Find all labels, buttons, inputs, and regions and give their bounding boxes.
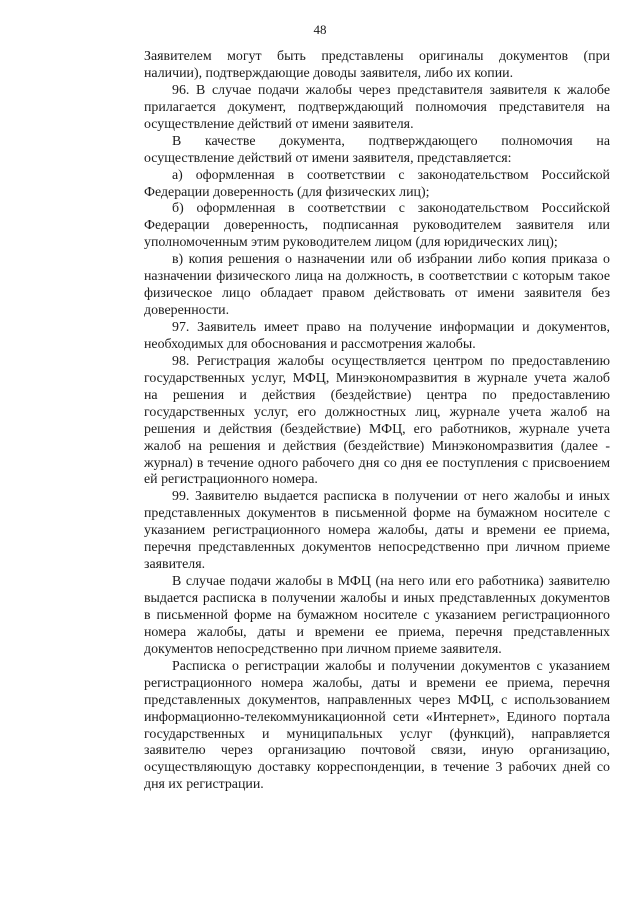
text-line: в письменной форме на бумажном носителе с указанием регистрационного xyxy=(144,607,610,623)
text-line: В случае подачи жалобы в МФЦ (на него или его работника) заявителю xyxy=(172,574,610,590)
text-line: заявителя. xyxy=(144,557,206,573)
text-line: Федерации доверенность, подписанная руководителем заявителя или xyxy=(144,218,610,234)
text-line: В качестве документа, подтверждающего полномочия на xyxy=(172,133,610,149)
text-line: 97. Заявитель имеет право на получение информации и документов, xyxy=(172,320,610,335)
text-line: жалоб на решения и действия (бездействие) Минэкономразвития (далее - xyxy=(144,438,610,454)
text-line: доверенности. xyxy=(144,303,230,319)
text-line: назначении физического лица на должность, в соответствии с которым такое xyxy=(144,269,610,285)
text-line: документов непосредственно при личном приеме заявителя. xyxy=(144,641,502,657)
text-line: 99. Заявителю выдается расписка в получении от него жалобы и иных xyxy=(172,489,610,505)
text-line: информационно-телекоммуникационной сети «Интернет», Единого портала xyxy=(144,709,610,725)
text-line: а) оформленная в соответствии с законодательством Российской xyxy=(172,167,610,183)
text-line: государственных услуг, МФЦ, Минэкономразвития в журнале учета жалоб xyxy=(144,370,610,386)
text-line: регистрационного номера жалобы, даты и времени ее приема, перечня xyxy=(144,675,610,691)
text-line: Заявителем могут быть представлены оригиналы документов (при xyxy=(144,49,610,64)
text-line: выдается расписка в получении жалобы и иных представленных документов xyxy=(144,591,610,606)
text-line: прилагается документ, подтверждающий полномочия представителя на xyxy=(144,99,610,115)
text-line: представленных документов, направленных через МФЦ, с использованием xyxy=(144,692,610,708)
document-body xyxy=(144,49,610,794)
text-line: уполномоченным этим руководителем лицом (для юридических лиц); xyxy=(144,235,558,251)
text-line: перечня представленных документов непосредственно при личном приеме xyxy=(144,540,610,556)
text-line: осуществляющую доставку корреспонденции, в течение 3 рабочих дней со xyxy=(144,760,610,776)
text-line: 96. В случае подачи жалобы через представителя заявителя к жалобе xyxy=(172,82,610,98)
text-line: решения и действия (бездействие) МФЦ, его работников, журнале учета xyxy=(144,421,610,437)
text-line: физическое лицо обладает правом действовать от имени заявителя без xyxy=(144,286,610,302)
text-line: 98. Регистрация жалобы осуществляется центром по предоставлению xyxy=(172,353,610,369)
text-line: осуществление действий от имени заявителя, представляется: xyxy=(144,150,512,166)
text-line: ей регистрационного номера. xyxy=(144,472,318,488)
text-line: государственных услуг, его должностных лиц, журнале учета жалоб на xyxy=(144,404,610,420)
text-line: дня их регистрации. xyxy=(144,777,264,793)
text-line: в) копия решения о назначении или об избрании либо копия приказа о xyxy=(172,252,610,268)
page-number: 48 xyxy=(313,22,327,37)
text-line: на решения и действия (бездействие) центра по предоставлению xyxy=(144,387,610,403)
text-line: необходимых для обоснования и рассмотрения жалобы. xyxy=(144,336,476,352)
text-line: осуществление действий от имени заявителя. xyxy=(144,116,414,132)
text-line: номера жалобы, даты и времени ее приема, перечня представленных xyxy=(144,624,610,640)
text-line: государственных и муниципальных услуг (функций), направляется xyxy=(144,726,610,742)
text-line: заявителю через организацию почтовой связи, иную организацию, xyxy=(144,743,610,759)
text-line: журнал) в течение одного рабочего дня со дня ее поступления с присвоением xyxy=(144,455,610,471)
text-line: Федерации доверенность (для физических лиц); xyxy=(144,184,430,200)
text-line: представленных документов в письменной форме на бумажном носителе с xyxy=(144,506,610,522)
text-line: указанием регистрационного номера жалобы, даты и времени ее приема, xyxy=(144,523,610,539)
text-line: наличии), подтверждающие доводы заявителя, либо их копии. xyxy=(144,65,514,81)
text-line: б) оформленная в соответствии с законодательством Российской xyxy=(172,201,610,217)
text-line: Расписка о регистрации жалобы и получении документов с указанием xyxy=(172,658,610,674)
